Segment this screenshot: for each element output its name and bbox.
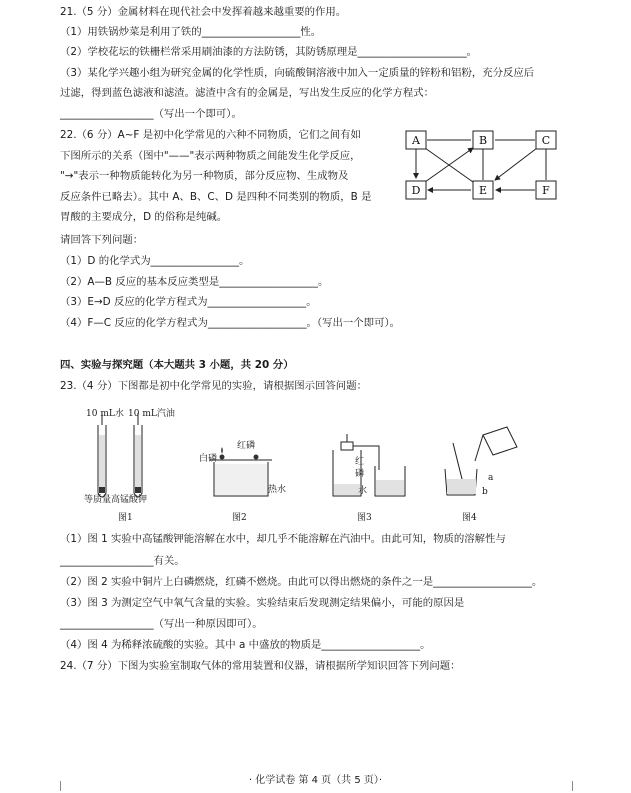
q21-part3-line2: 过滤，得到蓝色滤液和滤渣。滤渣中含有的金属是，写出发生反应的化学方程式： [60,87,435,99]
fig3-caption: 图3 [357,513,372,523]
fig3-oxygen-content [325,430,415,502]
left-margin-tick [60,781,61,791]
q22-part4: （4）F—C 反应的化学方程式为___________________。（写出一个即可）。 [60,317,401,329]
fig3-phos-label: 磷 [355,469,365,479]
q22-ask: 请回答下列问题： [60,234,144,246]
q23-part1-line1: （1）图 1 实验中高锰酸钾能溶解在水中，却几乎不能溶解在汽油中。由此可知，物质的溶解性与 [60,533,506,545]
node-b: B [478,134,488,147]
fig4-dilution [435,425,525,500]
q22-stem-line4: 反应条件已略去）。其中 A、B、C、D 是四种不同类别的物质，B 是 [60,191,372,203]
fig2-caption: 图2 [232,513,247,523]
q21-stem: 21.（5 分）金属材料在现代社会中发挥着越来越重要的作用。 [60,6,347,18]
q23-part2: （2）图 2 实验中铜片上白磷燃烧，红磷不燃烧。由此可以得出燃烧的条件之一是___________________。 [60,576,543,588]
fig1-gasoline-label: 10 mL汽油 [128,409,175,419]
q21-part1: （1）用铁锅炒菜是利用了铁的___________________性。 [60,26,322,38]
fig4-b-label: b [482,487,488,497]
q23-stem: 23.（4 分）下图都是初中化学常见的实验，请根据图示回答问题： [60,380,367,392]
q23-part4: （4）图 4 为稀释浓硫酸的实验。其中 a 中盛放的物质是___________________。 [60,639,431,651]
node-d: D [411,184,421,197]
section4-heading: 四、实验与探究题（本大题共 3 小题，共 20 分） [60,359,294,371]
fig2-white-phosphorus: 白磷 [199,454,218,464]
fig2-hot-water: 热水 [268,485,287,495]
q22-part3: （3）E→D 反应的化学方程式为___________________。 [60,296,317,308]
q22-stem-line2: 下图所示的关系（图中"——"表示两种物质之间能发生化学反应， [60,150,361,162]
right-margin-tick [572,781,573,791]
q21-part3-line1: （3）某化学兴趣小组为研究金属的化学性质，向硫酸铜溶液中加入一定质量的锌粉和铝粉，充分反应后 [60,67,535,79]
q23-part1-line2: __________________有关。 [60,555,185,567]
fig4-caption: 图4 [462,513,477,523]
fig1-solubility [80,405,190,525]
q24-stem: 24.（7 分）下图为实验室制取气体的常用装置和仪器，请根据所学知识回答下列问题： [60,660,461,672]
q23-part3-line1: （3）图 3 为测定空气中氧气含量的实验。实验结束后发现测定结果偏小，可能的原因是 [60,597,465,609]
q21-part3-line3: __________________（写出一个即可）。 [60,108,242,120]
node-a: A [412,134,420,147]
fig2-red-phosphorus: 红磷 [237,441,256,451]
fig3-red-label: 红 [355,457,365,467]
node-c: C [541,134,551,147]
node-e: E [478,184,488,197]
fig1-caption: 图1 [118,513,133,523]
page-footer: · 化学试卷 第 4 页（共 5 页）· [248,775,383,786]
fig1-water-label: 10 mL水 [86,409,124,419]
q22-part2: （2）A—B 反应的基本反应类型是___________________。 [60,276,329,288]
fig1-bottom-label: 等质量高锰酸钾 [84,495,148,505]
q22-stem-line1: 22.（6 分）A~F 是初中化学常见的六种不同物质，它们之间有如 [60,129,361,141]
q23-part3-line2: __________________（写出一种原因即可）。 [60,618,263,630]
q22-stem-line3: "→"表示一种物质能转化为另一种物质，部分反应物、生成物及 [60,170,349,182]
q21-part2: （2）学校花坛的铁栅栏常采用刷油漆的方法防锈，其防锈原理是_____________________。 [60,46,478,58]
q22-part1: （1）D 的化学式为_________________。 [60,255,250,267]
q22-relation-diagram [405,130,563,202]
fig3-water-label: 水 [358,486,368,496]
node-f: F [542,184,550,197]
q22-stem-line5: 胃酸的主要成分，D 的俗称是纯碱。 [60,211,228,223]
fig4-a-label: a [488,473,494,483]
